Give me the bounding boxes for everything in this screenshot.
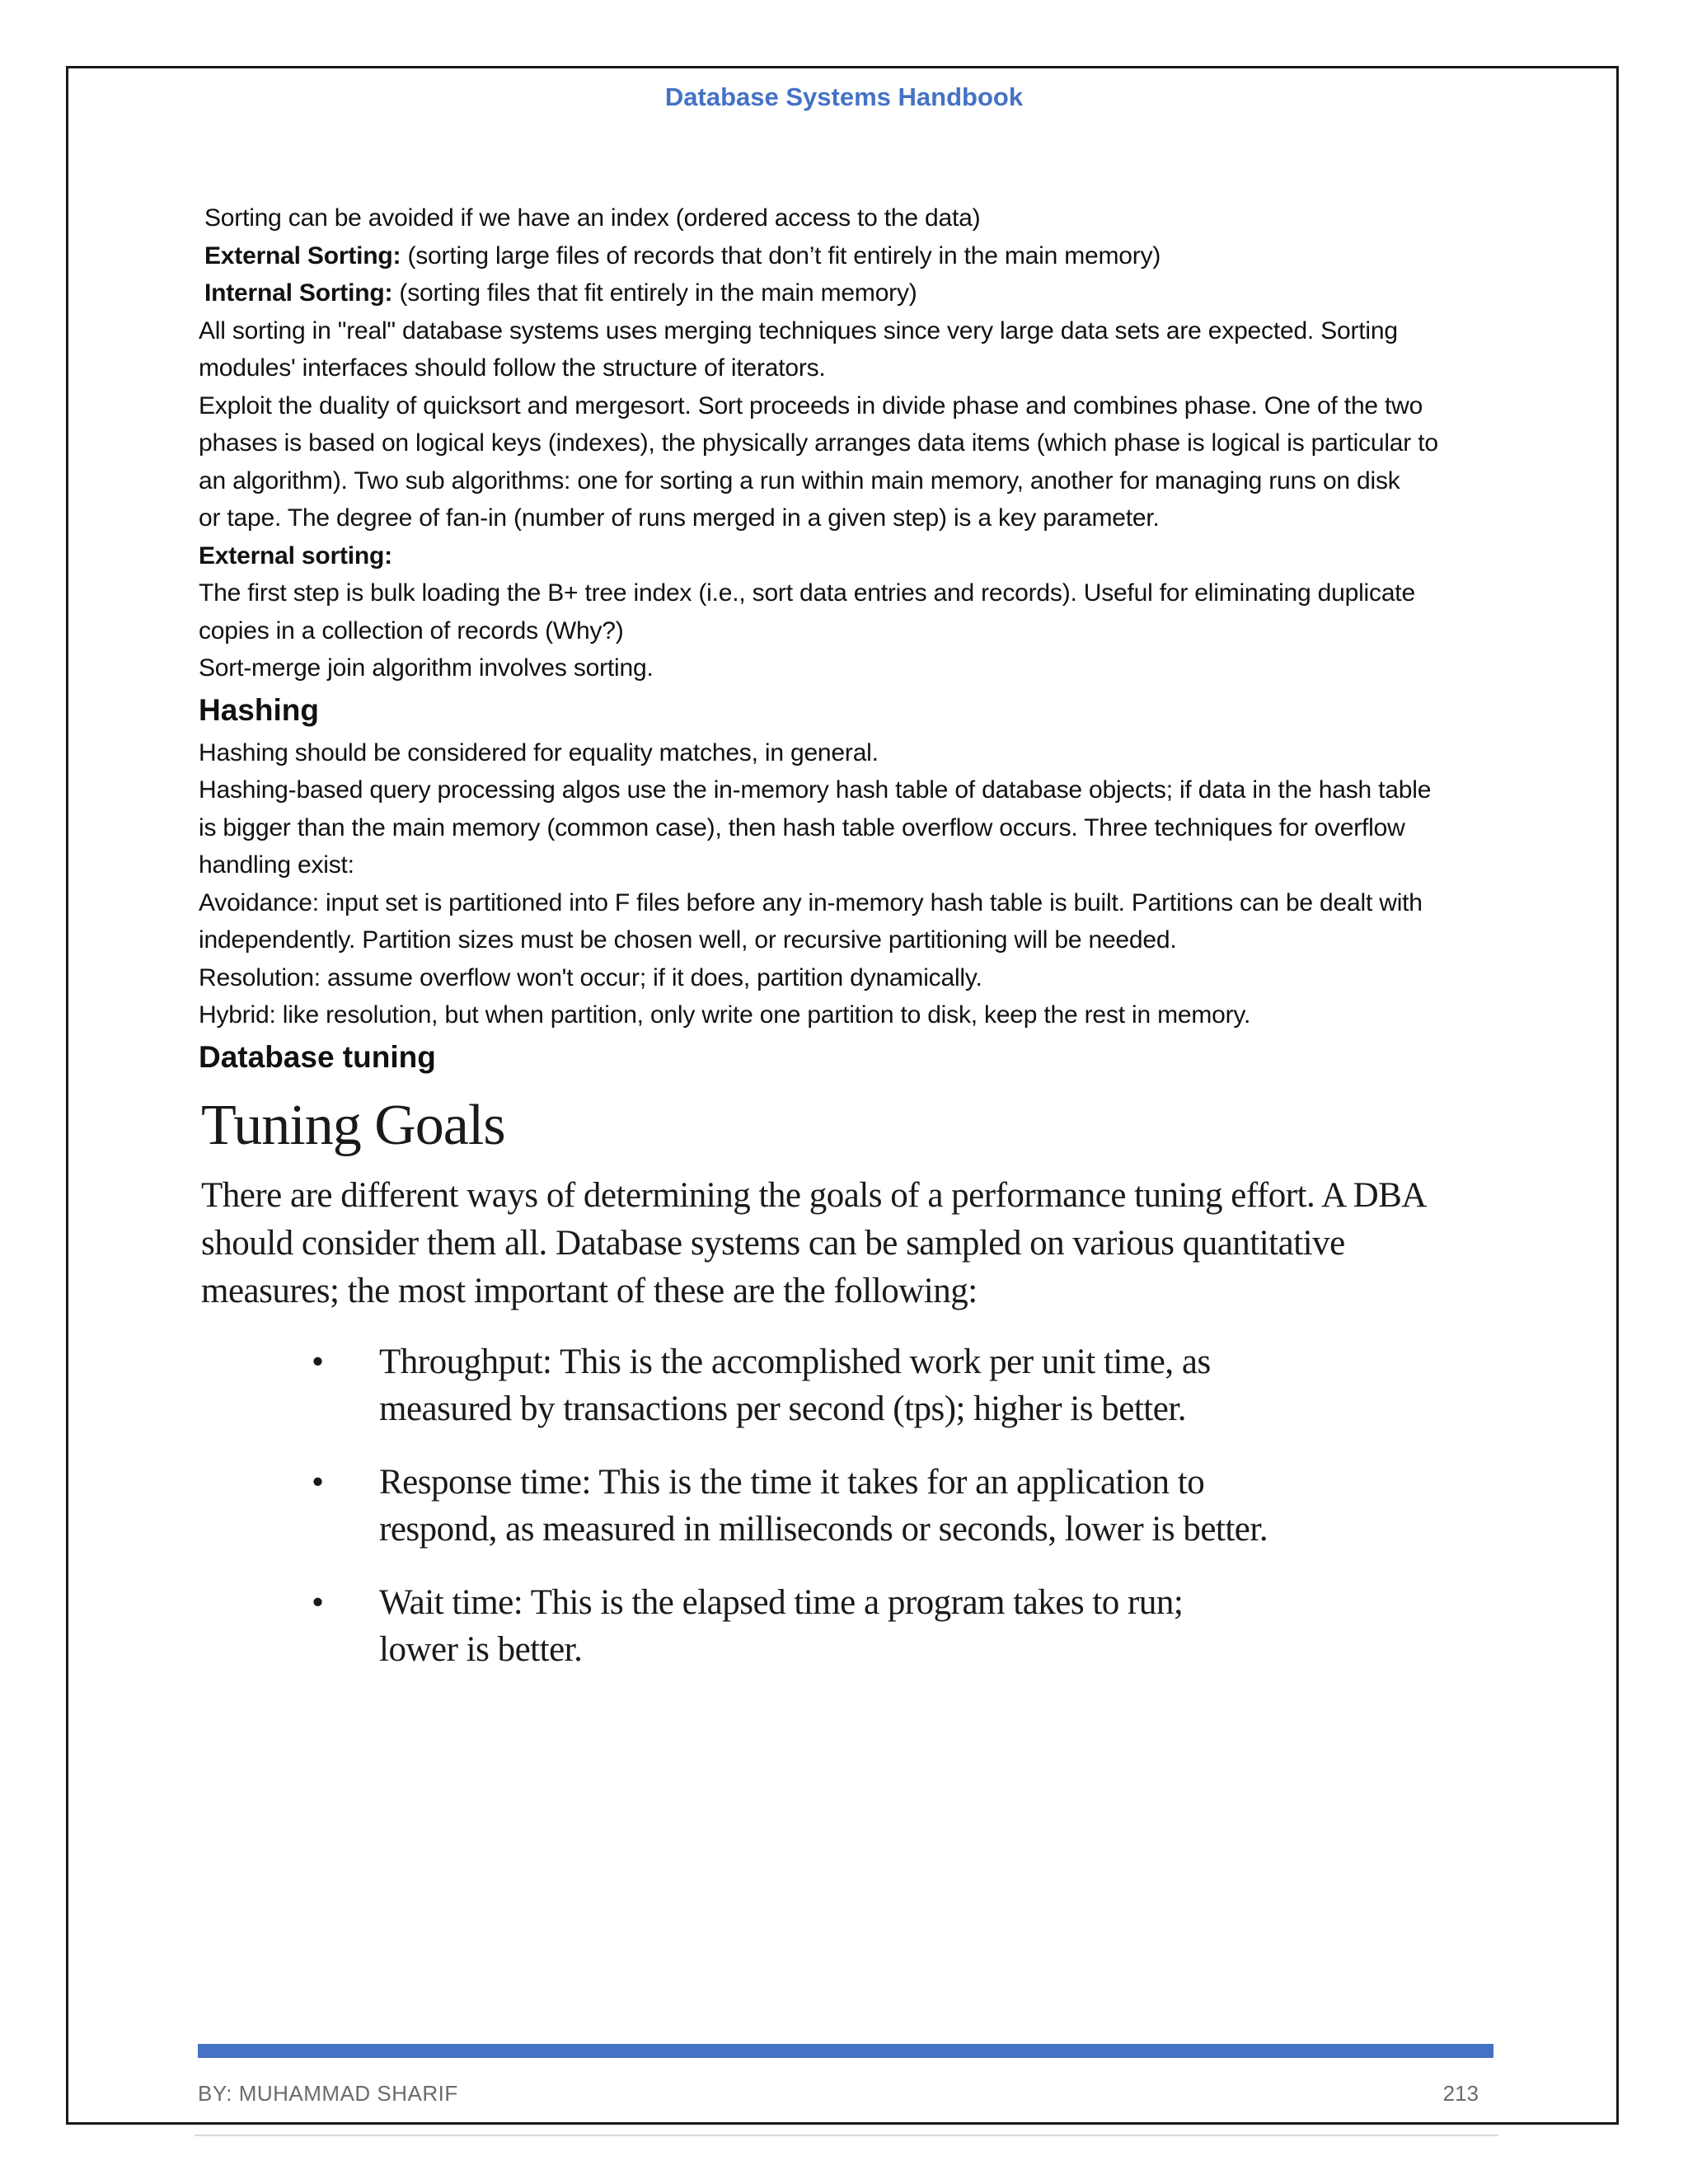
text-line: Avoidance: input set is partitioned into F files before any in-memory hash table is built. Partitions can be dealt with [199,888,1423,916]
footer-author: BY: MUHAMMAD SHARIF [198,2081,458,2106]
tuning-goals-list [201,1338,1487,1673]
text-line: or tape. The degree of fan-in (number of runs merged in a given step) is a key parameter. [199,504,1160,532]
text-line: Exploit the duality of quicksort and mergesort. Sort proceeds in divide phase and combines phase. One of the two [199,391,1423,419]
list-item-line: Response time: This is the time it takes for an application to [379,1463,1205,1502]
list-item-line: Throughput: This is the accomplished work per unit time, as [379,1343,1211,1381]
header-title: Database Systems Handbook [664,82,1024,111]
list-item-line: Wait time: This is the elapsed time a program takes to run; [379,1583,1184,1622]
term-definition: (sorting large files of records that don’t fit entirely in the main memory) [401,241,1161,269]
list-item [201,1459,1487,1553]
text-line: Hybrid: like resolution, but when partition, only write one partition to disk, keep the rest in memory. [199,1001,1251,1029]
text-line: Sort-merge join algorithm involves sorting. [199,654,654,682]
bottom-divider [195,2135,1498,2136]
text-line: The first step is bulk loading the B+ tree index (i.e., sort data entries and records). Useful for eliminating duplicate [199,579,1415,607]
list-item-line: lower is better. [379,1630,583,1669]
section-heading: Hashing [199,692,319,727]
bullet-icon: • [312,1343,324,1381]
text-line: copies in a collection of records (Why?) [199,616,624,644]
term-definition: (sorting files that fit entirely in the main memory) [392,279,917,307]
text-line [199,237,1501,275]
bullet-icon: • [312,1583,324,1622]
text-line: modules' interfaces should follow the structure of iterators. [199,354,826,382]
term-label: External Sorting: [204,241,401,269]
footer-rule [198,2044,1493,2058]
tuning-goals-figure [201,1088,1487,1699]
text-line: an algorithm). Two sub algorithms: one for sorting a run within main memory, another for managing runs on disk [199,466,1400,494]
text-line: Sorting can be avoided if we have an index (ordered access to the data) [204,204,981,232]
section-heading: Database tuning [199,1039,436,1074]
text-line [199,274,1501,312]
text-line: is bigger than the main memory (common case), then hash table overflow occurs. Three techniques for overflow [199,813,1405,841]
figure-intro-line: measures; the most important of these are the following: [201,1272,978,1310]
term-label: Internal Sorting: [204,279,393,307]
text-line: All sorting in "real" database systems uses merging techniques since very large data sets are expected. Sorting [199,316,1398,344]
text-line: Resolution: assume overflow won't occur; if it does, partition dynamically. [199,963,982,991]
page-number: 213 [1442,2081,1479,2106]
text-line: independently. Partition sizes must be chosen well, or recursive partitioning will be needed. [199,926,1177,954]
list-item [201,1338,1487,1432]
text-line: Hashing-based query processing algos use the in-memory hash table of database objects; if data in the hash table [199,776,1432,804]
list-item-line: measured by transactions per second (tps); higher is better. [379,1390,1187,1428]
page-body [199,199,1501,1081]
figure-intro-line: There are different ways of determining the goals of a performance tuning effort. A DBA [201,1176,1427,1215]
figure-intro [201,1172,1487,1315]
list-item [201,1579,1487,1673]
text-line: Hashing should be considered for equality matches, in general. [199,738,879,766]
bullet-icon: • [312,1463,324,1502]
figure-intro-line: should consider them all. Database systems can be sampled on various quantitative [201,1224,1345,1263]
text-line: phases is based on logical keys (indexes), the physically arranges data items (which phase is logical is particular to [199,429,1438,457]
list-item-line: respond, as measured in milliseconds or seconds, lower is better. [379,1510,1268,1549]
figure-title: Tuning Goals [201,1094,505,1157]
subheading: External sorting: [199,541,392,569]
text-line: handling exist: [199,851,354,879]
